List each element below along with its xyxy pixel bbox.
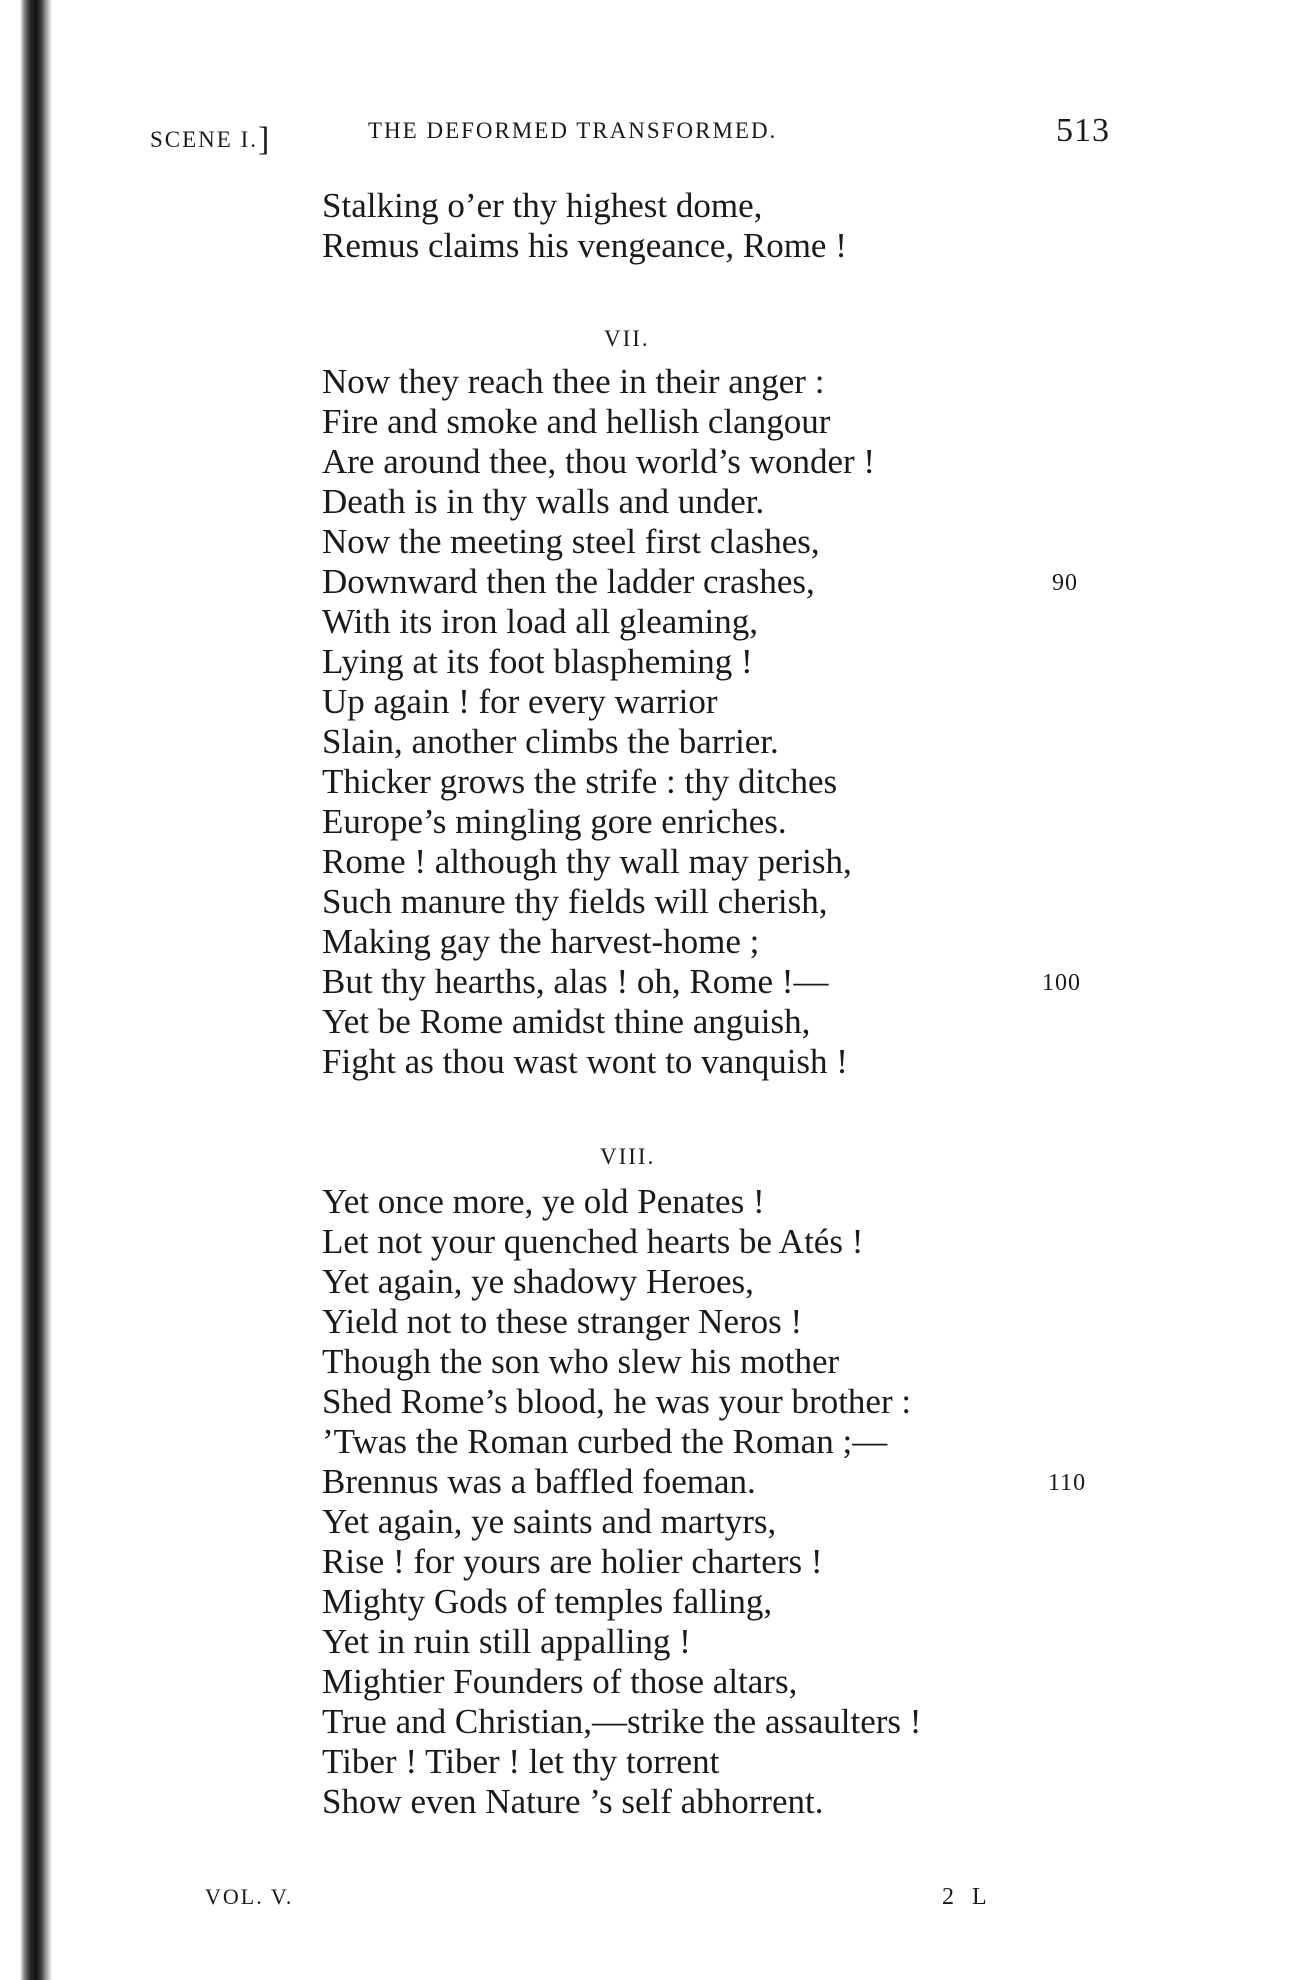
- verse-line: Stalking o’er thy highest dome,: [322, 186, 763, 225]
- verse-line: Remus claims his vengeance, Rome !: [322, 226, 847, 265]
- verse-line: Show even Nature ’s self abhorrent.: [322, 1782, 824, 1821]
- verse-line: Lying at its foot blaspheming !: [322, 642, 753, 681]
- verse-line: With its iron load all gleaming,: [322, 602, 759, 641]
- verse-line: ’Twas the Roman curbed the Roman ;—: [322, 1422, 888, 1461]
- stanza-number-viii: VIII.: [600, 1144, 656, 1169]
- verse-line: Fire and smoke and hellish clangour: [322, 402, 831, 441]
- verse-line: Yet be Rome amidst thine anguish,: [322, 1002, 811, 1041]
- verse-line: Are around thee, thou world’s wonder !: [322, 442, 876, 481]
- line-number-110: 110: [1048, 1470, 1087, 1496]
- verse-line: Yet again, ye saints and martyrs,: [322, 1502, 777, 1541]
- signature-mark: 2 L: [942, 1884, 993, 1910]
- verse-line: Tiber ! Tiber ! let thy torrent: [322, 1742, 720, 1781]
- verse-line: True and Christian,—strike the assaulters !: [322, 1702, 922, 1741]
- verse-line: Let not your quenched hearts be Atés !: [322, 1222, 864, 1261]
- verse-line: Rise ! for yours are holier charters !: [322, 1542, 823, 1581]
- verse-line: Shed Rome’s blood, he was your brother :: [322, 1382, 912, 1421]
- verse-line: Europe’s mingling gore enriches.: [322, 802, 787, 841]
- verse-line: Up again ! for every warrior: [322, 682, 718, 721]
- scene-label: SCENE I.]: [150, 121, 270, 158]
- running-head: [150, 112, 1110, 158]
- verse-line: Yield not to these stranger Neros !: [322, 1302, 803, 1341]
- line-number-100: 100: [1042, 970, 1081, 996]
- scene-bracket: ]: [258, 121, 270, 158]
- verse-line: Fight as thou wast wont to vanquish !: [322, 1042, 848, 1081]
- verse-line: Mighty Gods of temples falling,: [322, 1582, 773, 1621]
- verse-line: Downward then the ladder crashes,: [322, 562, 815, 601]
- verse-line: Yet again, ye shadowy Heroes,: [322, 1262, 754, 1301]
- verse-line: Now the meeting steel first clashes,: [322, 522, 820, 561]
- verse-line: Making gay the harvest-home ;: [322, 922, 760, 961]
- volume-label: VOL. V.: [205, 1884, 294, 1909]
- verse-line: Yet in ruin still appalling !: [322, 1622, 691, 1661]
- verse-line: Brennus was a baffled foeman.: [322, 1462, 756, 1501]
- verse-line: But thy hearths, alas ! oh, Rome !—: [322, 962, 829, 1001]
- verse-line: Mightier Founders of those altars,: [322, 1662, 798, 1701]
- verse-line: Though the son who slew his mother: [322, 1342, 840, 1381]
- verse-line: Such manure thy fields will cherish,: [322, 882, 828, 921]
- stanza-number-vii: VII.: [604, 326, 650, 351]
- page-number: 513: [1056, 112, 1110, 149]
- play-title: THE DEFORMED TRANSFORMED.: [368, 118, 778, 143]
- verse-line: Thicker grows the strife : thy ditches: [322, 762, 838, 801]
- verse-line: Slain, another climbs the barrier.: [322, 722, 779, 761]
- verse-line: Now they reach thee in their anger :: [322, 362, 825, 401]
- verse-line: Death is in thy walls and under.: [322, 482, 765, 521]
- verse-line: Rome ! although thy wall may perish,: [322, 842, 852, 881]
- verse-line: Yet once more, ye old Penates !: [322, 1182, 765, 1221]
- line-number-90: 90: [1052, 570, 1078, 596]
- binding-edge: [0, 0, 52, 1980]
